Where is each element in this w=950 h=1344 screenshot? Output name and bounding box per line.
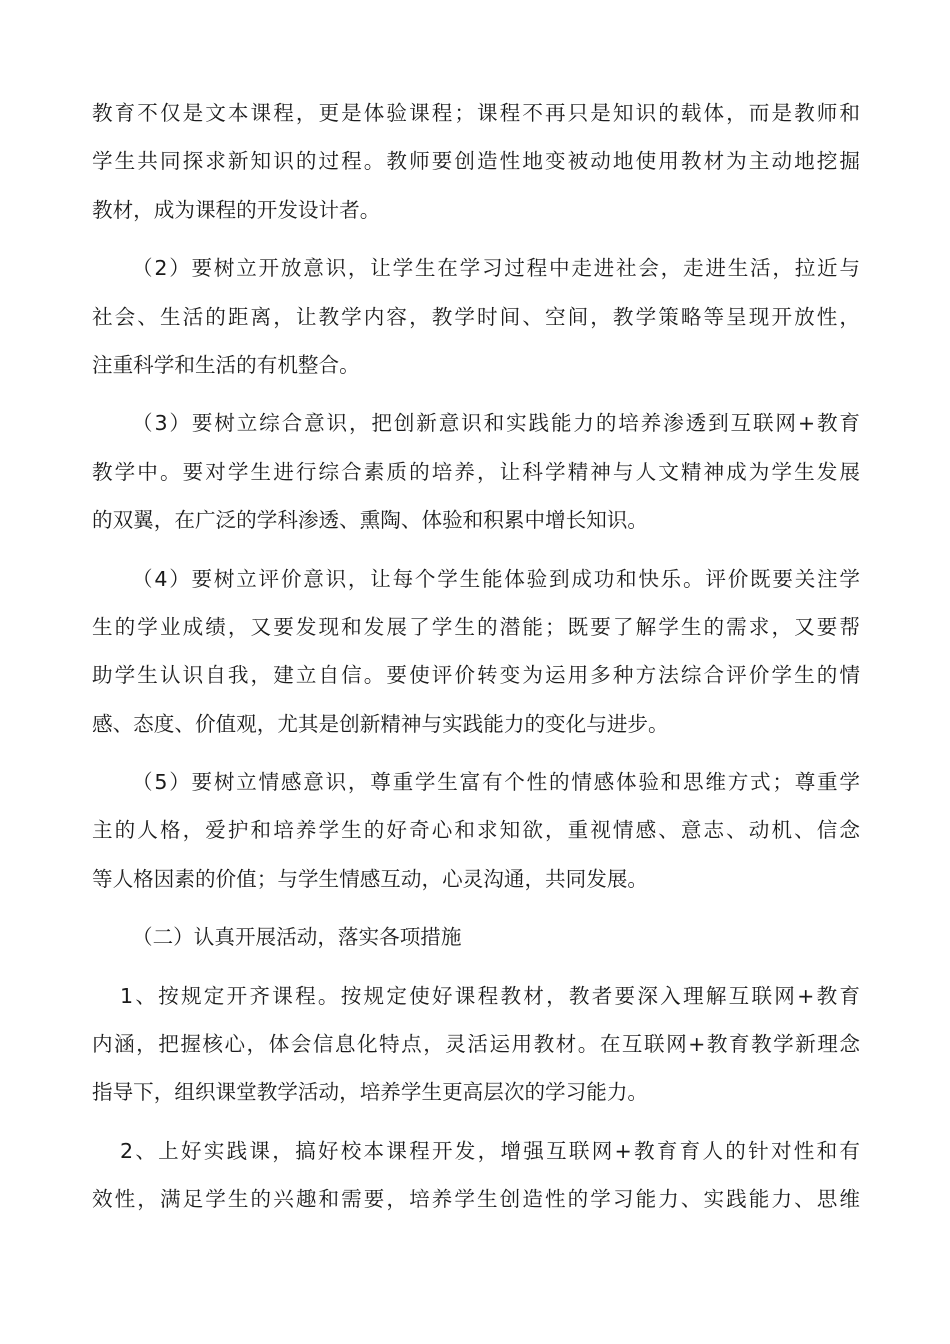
paragraph-line: 社会、生活的距离，让教学内容，教学时间、空间，教学策略等呈现开放性， <box>92 304 860 329</box>
list-item-line: 效性，满足学生的兴趣和需要，培养学生创造性的学习能力、实践能力、思维 <box>92 1187 860 1212</box>
paragraph-spacer <box>92 1117 860 1127</box>
paragraph-line: 学生共同探求新知识的过程。教师要创造性地变被动地使用教材为主动地挖掘 <box>92 149 860 174</box>
paragraph-spacer <box>92 234 860 244</box>
paragraph-line: 的双翼，在广泛的学科渗透、熏陶、体验和积累中增长知识。 <box>92 508 649 533</box>
paragraph-line: 感、态度、价值观，尤其是创新精神与实践能力的变化与进步。 <box>92 711 669 736</box>
list-item-line: 1、按规定开齐课程。按规定使好课程教材，教者要深入理解互联网+教育 <box>120 983 860 1008</box>
paragraph-line: 主的人格，爱护和培养学生的好奇心和求知欲，重视情感、意志、动机、信念 <box>92 818 860 843</box>
paragraph-line: 助学生认识自我，建立自信。要使评价转变为运用多种方法综合评价学生的情 <box>92 663 860 688</box>
paragraph-spacer <box>92 903 860 913</box>
paragraph-line: 生的学业成绩，又要发现和发展了学生的潜能；既要了解学生的需求，又要帮 <box>92 614 860 639</box>
paragraph-spacer <box>92 389 860 399</box>
paragraph-line: （3）要树立综合意识，把创新意识和实践能力的培养渗透到互联网+教育 <box>132 411 860 436</box>
paragraph-line: 教材，成为课程的开发设计者。 <box>92 197 381 222</box>
paragraph-line: 等人格因素的价值；与学生情感互动，心灵沟通，共同发展。 <box>92 866 649 891</box>
paragraph-line: 注重科学和生活的有机整合。 <box>92 352 360 377</box>
list-item-line: 指导下，组织课堂教学活动，培养学生更高层次的学习能力。 <box>92 1080 649 1105</box>
section-heading: （二）认真开展活动，落实各项措施 <box>132 925 462 950</box>
paragraph-line: 教育不仅是文本课程，更是体验课程；课程不再只是知识的载体，而是教师和 <box>92 101 860 125</box>
paragraph-line: （4）要树立评价意识，让每个学生能体验到成功和快乐。评价既要关注学 <box>132 566 860 591</box>
document-body <box>92 89 860 1224</box>
paragraph-spacer <box>92 962 860 972</box>
list-item-line: 内涵，把握核心，体会信息化特点，灵活运用教材。在互联网+教育教学新理念 <box>92 1032 860 1057</box>
paragraph-line: 教学中。要对学生进行综合素质的培养，让科学精神与人文精神成为学生发展 <box>92 459 860 484</box>
paragraph-line: （2）要树立开放意识，让学生在学习过程中走进社会，走进生活，拉近与 <box>132 256 860 281</box>
paragraph-spacer <box>92 545 860 555</box>
list-item-line: 2、上好实践课，搞好校本课程开发，增强互联网+教育育人的针对性和有 <box>120 1138 860 1163</box>
paragraph-line: （5）要树立情感意识，尊重学生富有个性的情感体验和思维方式；尊重学 <box>132 770 860 795</box>
paragraph-spacer <box>92 748 860 758</box>
